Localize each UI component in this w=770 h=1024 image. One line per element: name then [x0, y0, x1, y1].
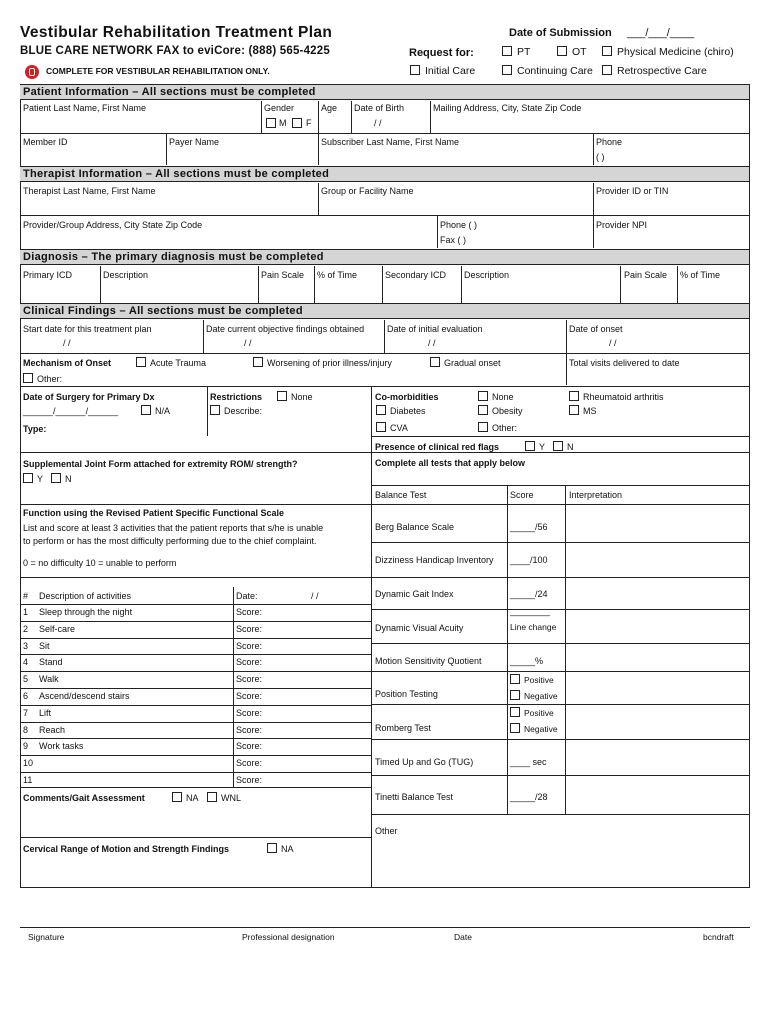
interpretation-header: Interpretation — [569, 490, 623, 500]
comments-wnl-checkbox[interactable] — [207, 792, 217, 802]
patient-name-label: Patient Last Name, First Name — [23, 103, 147, 113]
member-id-label: Member ID — [23, 137, 68, 147]
position-negative-checkbox[interactable] — [510, 690, 520, 700]
surgery-na-checkbox[interactable] — [141, 405, 151, 415]
secondary-description-label: Description — [464, 270, 510, 280]
red-flags-label: Presence of clinical red flags — [375, 442, 500, 452]
romberg-negative-label: Negative — [524, 724, 558, 734]
objective-date-field[interactable]: / / — [244, 338, 252, 348]
signature-label: Signature — [28, 932, 65, 942]
patient-section-heading: Patient Information – All sections must be completed — [20, 84, 749, 100]
bcn-logo-icon — [25, 65, 39, 79]
supplemental-n-label: N — [65, 474, 72, 484]
msq-score-field[interactable]: _____% — [510, 656, 544, 666]
function-date-label: Date: — [236, 591, 258, 601]
footer-date-label: Date — [454, 932, 472, 942]
tug-score-field[interactable]: ____ sec — [510, 757, 547, 767]
supplemental-label: Supplemental Joint Form attached for extremity ROM/ strength? — [23, 459, 298, 469]
dob-field[interactable]: / / — [374, 118, 382, 128]
date-submission-label: Date of Submission — [509, 27, 612, 39]
activity-description: Work tasks — [39, 741, 84, 752]
activity-description: Sleep through the night — [39, 607, 133, 617]
supplemental-y-label: Y — [37, 474, 44, 484]
pt-label: PT — [517, 46, 531, 58]
ms-label: MS — [583, 406, 597, 416]
surgery-type-label: Type: — [23, 424, 47, 434]
continuing-care-label: Continuing Care — [517, 65, 593, 77]
msq-positive-checkbox[interactable] — [510, 674, 520, 684]
restrictions-describe-label: Describe: — [224, 406, 263, 416]
activity-score-label: Score: — [236, 623, 263, 634]
comorbid-none-checkbox[interactable] — [478, 391, 488, 401]
dva-label: Dynamic Visual Acuity — [375, 623, 464, 633]
score-header: Score — [510, 490, 534, 500]
function-instructions-2: to perform or has the most difficulty performing due to the chief complaint. — [23, 536, 317, 546]
tinetti-score-field[interactable]: _____/28 — [510, 792, 548, 802]
initial-eval-field[interactable]: / / — [428, 338, 436, 348]
form-notice: COMPLETE FOR VESTIBULAR REHABILITATION ONLY. — [46, 66, 270, 76]
msq-label: Motion Sensitivity Quotient — [375, 656, 482, 666]
supplemental-y-checkbox[interactable] — [23, 473, 33, 483]
therapist-phone-field[interactable]: Phone ( ) — [440, 220, 478, 230]
obesity-checkbox[interactable] — [478, 405, 488, 415]
activity-score-label: Score: — [236, 674, 263, 685]
other-onset-label: Other: — [37, 374, 63, 384]
activity-score-label: Score: — [236, 724, 263, 735]
onset-date-field[interactable]: / / — [609, 338, 617, 348]
comorbid-other-label: Other: — [492, 423, 518, 433]
romberg-label: Romberg Test — [375, 723, 431, 733]
dhi-label: Dizziness Handicap Inventory — [375, 555, 494, 565]
patient-phone-label: Phone — [596, 137, 623, 147]
function-scale-label: 0 = no difficulty 10 = unable to perform — [23, 558, 177, 568]
dva-score-label: Line change — [510, 622, 557, 632]
form-frame — [20, 84, 750, 888]
activity-score-label: Score: — [236, 657, 263, 668]
activity-number: 2 — [23, 623, 29, 634]
restrictions-none-label: None — [291, 392, 313, 402]
initial-care-label: Initial Care — [425, 65, 476, 77]
ot-checkbox[interactable] — [557, 46, 567, 56]
tinetti-label: Tinetti Balance Test — [375, 792, 454, 802]
secondary-pct-time-label: % of Time — [680, 270, 721, 280]
start-date-field[interactable]: / / — [63, 338, 71, 348]
gender-m-checkbox[interactable] — [266, 118, 276, 128]
dhi-score-field[interactable]: ____/100 — [510, 555, 548, 565]
activity-number: 4 — [23, 657, 29, 668]
romberg-positive-label: Positive — [524, 708, 554, 718]
activity-description: Reach — [39, 724, 66, 735]
activity-score-label: Score: — [236, 607, 263, 617]
activity-score-label: Score: — [236, 741, 263, 752]
group-facility-label: Group or Facility Name — [321, 186, 414, 196]
dva-line-field[interactable]: ________ — [510, 606, 551, 616]
diabetes-label: Diabetes — [390, 406, 426, 416]
comments-na-checkbox[interactable] — [172, 792, 182, 802]
red-flags-y-label: Y — [539, 442, 546, 452]
activity-description: Walk — [39, 674, 59, 685]
red-flags-n-label: N — [567, 442, 574, 452]
age-label: Age — [321, 103, 338, 113]
cervical-na-checkbox[interactable] — [267, 843, 277, 853]
diagnosis-section-heading: Diagnosis – The primary diagnosis must be completed — [20, 249, 749, 265]
function-instructions-1: List and score at least 3 activities that the patient reports that s/he is unable — [23, 523, 324, 533]
activity-description: Sit — [39, 640, 50, 651]
acute-trauma-label: Acute Trauma — [150, 358, 207, 368]
activity-number: 5 — [23, 674, 29, 685]
activity-number: 9 — [23, 741, 29, 752]
activity-description: Lift — [39, 707, 52, 718]
activity-description: Stand — [39, 657, 63, 668]
activity-score-label: Score: — [236, 707, 263, 718]
surgery-date-label: Date of Surgery for Primary Dx — [23, 392, 155, 402]
comorbidities-label: Co-morbidities — [375, 392, 439, 402]
mailing-address-label: Mailing Address, City, State Zip Code — [433, 103, 582, 113]
date-submission-field[interactable]: ___/___/____ — [627, 27, 695, 39]
dgi-score-field[interactable]: _____/24 — [510, 589, 548, 599]
romberg-positive-checkbox[interactable] — [510, 707, 520, 717]
pt-checkbox[interactable] — [502, 46, 512, 56]
activity-number: 8 — [23, 724, 29, 735]
berg-score-field[interactable]: _____/56 — [510, 522, 548, 532]
position-negative-label: Negative — [524, 691, 558, 701]
continuing-care-checkbox[interactable] — [502, 65, 512, 75]
function-date-field[interactable]: / / — [311, 591, 319, 601]
ra-label: Rheumatoid arthritis — [583, 392, 664, 402]
request-for-label: Request for: — [409, 47, 474, 59]
gender-m-label: M — [279, 118, 287, 128]
initial-care-checkbox[interactable] — [410, 65, 420, 75]
secondary-pain-scale-label: Pain Scale — [624, 270, 668, 280]
ot-label: OT — [572, 46, 587, 58]
other-test-label: Other — [375, 826, 398, 836]
cva-checkbox[interactable] — [376, 422, 386, 432]
red-flags-y-checkbox[interactable] — [525, 441, 535, 451]
onset-date-label: Date of onset — [569, 324, 623, 334]
msq-positive-label: Positive — [524, 675, 554, 685]
provider-npi-label: Provider NPI — [596, 220, 648, 230]
cva-label: CVA — [390, 423, 408, 433]
activity-description: Ascend/descend stairs — [39, 691, 130, 701]
gender-f-checkbox[interactable] — [292, 118, 302, 128]
comments-wnl-label: WNL — [221, 793, 241, 803]
supplemental-n-checkbox[interactable] — [51, 473, 61, 483]
physical-medicine-checkbox[interactable] — [602, 46, 612, 56]
provider-id-label: Provider ID or TIN — [596, 186, 669, 196]
restrictions-describe-checkbox[interactable] — [210, 405, 220, 415]
comorbid-none-label: None — [492, 392, 514, 402]
activity-score-label: Score: — [236, 775, 263, 785]
gender-f-label: F — [306, 118, 312, 128]
activity-number: 10 — [23, 758, 34, 769]
retrospective-care-checkbox[interactable] — [602, 65, 612, 75]
secondary-icd-label: Secondary ICD — [385, 270, 447, 280]
comments-label: Comments/Gait Assessment — [23, 793, 145, 803]
romberg-negative-checkbox[interactable] — [510, 723, 520, 733]
function-heading: Function using the Revised Patient Specific Functional Scale — [23, 508, 285, 518]
surgery-date-field[interactable]: ______/______/______ — [23, 406, 119, 416]
objective-date-label: Date current objective findings obtained — [206, 324, 365, 334]
activity-desc-header: Description of activities — [39, 591, 132, 601]
tug-label: Timed Up and Go (TUG) — [375, 757, 474, 767]
gender-label: Gender — [264, 103, 295, 113]
activity-score-label: Score: — [236, 758, 263, 769]
dgi-label: Dynamic Gait Index — [375, 589, 454, 599]
comments-na-label: NA — [186, 793, 199, 803]
retrospective-care-label: Retrospective Care — [617, 65, 707, 77]
worsening-checkbox[interactable] — [253, 357, 263, 367]
primary-description-label: Description — [103, 270, 149, 280]
fax-number: BLUE CARE NETWORK FAX to eviCore: (888) 565-4225 — [20, 45, 330, 57]
other-onset-checkbox[interactable] — [23, 373, 33, 383]
activity-score-label: Score: — [236, 640, 263, 651]
clinical-section-heading: Clinical Findings – All sections must be completed — [20, 303, 749, 319]
initial-eval-label: Date of initial evaluation — [387, 324, 483, 334]
physical-medicine-label: Physical Medicine (chiro) — [617, 46, 734, 58]
start-date-label: Start date for this treatment plan — [23, 324, 152, 334]
activity-number: 6 — [23, 691, 29, 701]
ms-checkbox[interactable] — [569, 405, 579, 415]
total-visits-label: Total visits delivered to date — [569, 358, 680, 368]
page-title: Vestibular Rehabilitation Treatment Plan — [20, 24, 333, 41]
comorbid-other-checkbox[interactable] — [478, 422, 488, 432]
activity-description: Self-care — [39, 623, 76, 634]
patient-phone-field[interactable]: ( ) — [596, 152, 605, 162]
restrictions-label: Restrictions — [210, 392, 263, 402]
form-code: bcndraft — [703, 932, 734, 942]
acute-trauma-checkbox[interactable] — [136, 357, 146, 367]
therapist-section-heading: Therapist Information – All sections must be completed — [20, 166, 749, 182]
primary-pain-scale-label: Pain Scale — [261, 270, 305, 280]
subscriber-name-label: Subscriber Last Name, First Name — [321, 137, 460, 147]
therapist-name-label: Therapist Last Name, First Name — [23, 186, 156, 196]
activity-score-label: Score: — [236, 691, 263, 701]
gradual-onset-checkbox[interactable] — [430, 357, 440, 367]
complete-tests-label: Complete all tests that apply below — [375, 458, 526, 468]
mechanism-label: Mechanism of Onset — [23, 358, 112, 368]
activity-num-header: # — [23, 591, 29, 601]
position-testing-label: Position Testing — [375, 689, 438, 699]
activity-number: 7 — [23, 707, 29, 718]
diabetes-checkbox[interactable] — [376, 405, 386, 415]
primary-icd-label: Primary ICD — [23, 270, 72, 280]
cervical-na-label: NA — [281, 844, 294, 854]
therapist-fax-field[interactable]: Fax ( ) — [440, 235, 466, 245]
obesity-label: Obesity — [492, 406, 523, 416]
activity-number: 3 — [23, 640, 29, 651]
activity-number: 1 — [23, 607, 29, 617]
dob-label: Date of Birth — [354, 103, 405, 113]
gradual-onset-label: Gradual onset — [444, 358, 501, 368]
activity-number: 11 — [23, 775, 33, 785]
surgery-na-label: N/A — [155, 406, 171, 416]
berg-label: Berg Balance Scale — [375, 522, 455, 532]
payer-name-label: Payer Name — [169, 137, 220, 147]
restrictions-none-checkbox[interactable] — [277, 391, 287, 401]
cervical-label: Cervical Range of Motion and Strength Findings — [23, 844, 230, 854]
primary-pct-time-label: % of Time — [317, 270, 358, 280]
balance-test-header: Balance Test — [375, 490, 427, 500]
provider-address-label: Provider/Group Address, City State Zip Code — [23, 220, 203, 230]
designation-label: Professional designation — [242, 932, 335, 942]
ra-checkbox[interactable] — [569, 391, 579, 401]
worsening-label: Worsening of prior illness/injury — [267, 358, 392, 368]
red-flags-n-checkbox[interactable] — [553, 441, 563, 451]
